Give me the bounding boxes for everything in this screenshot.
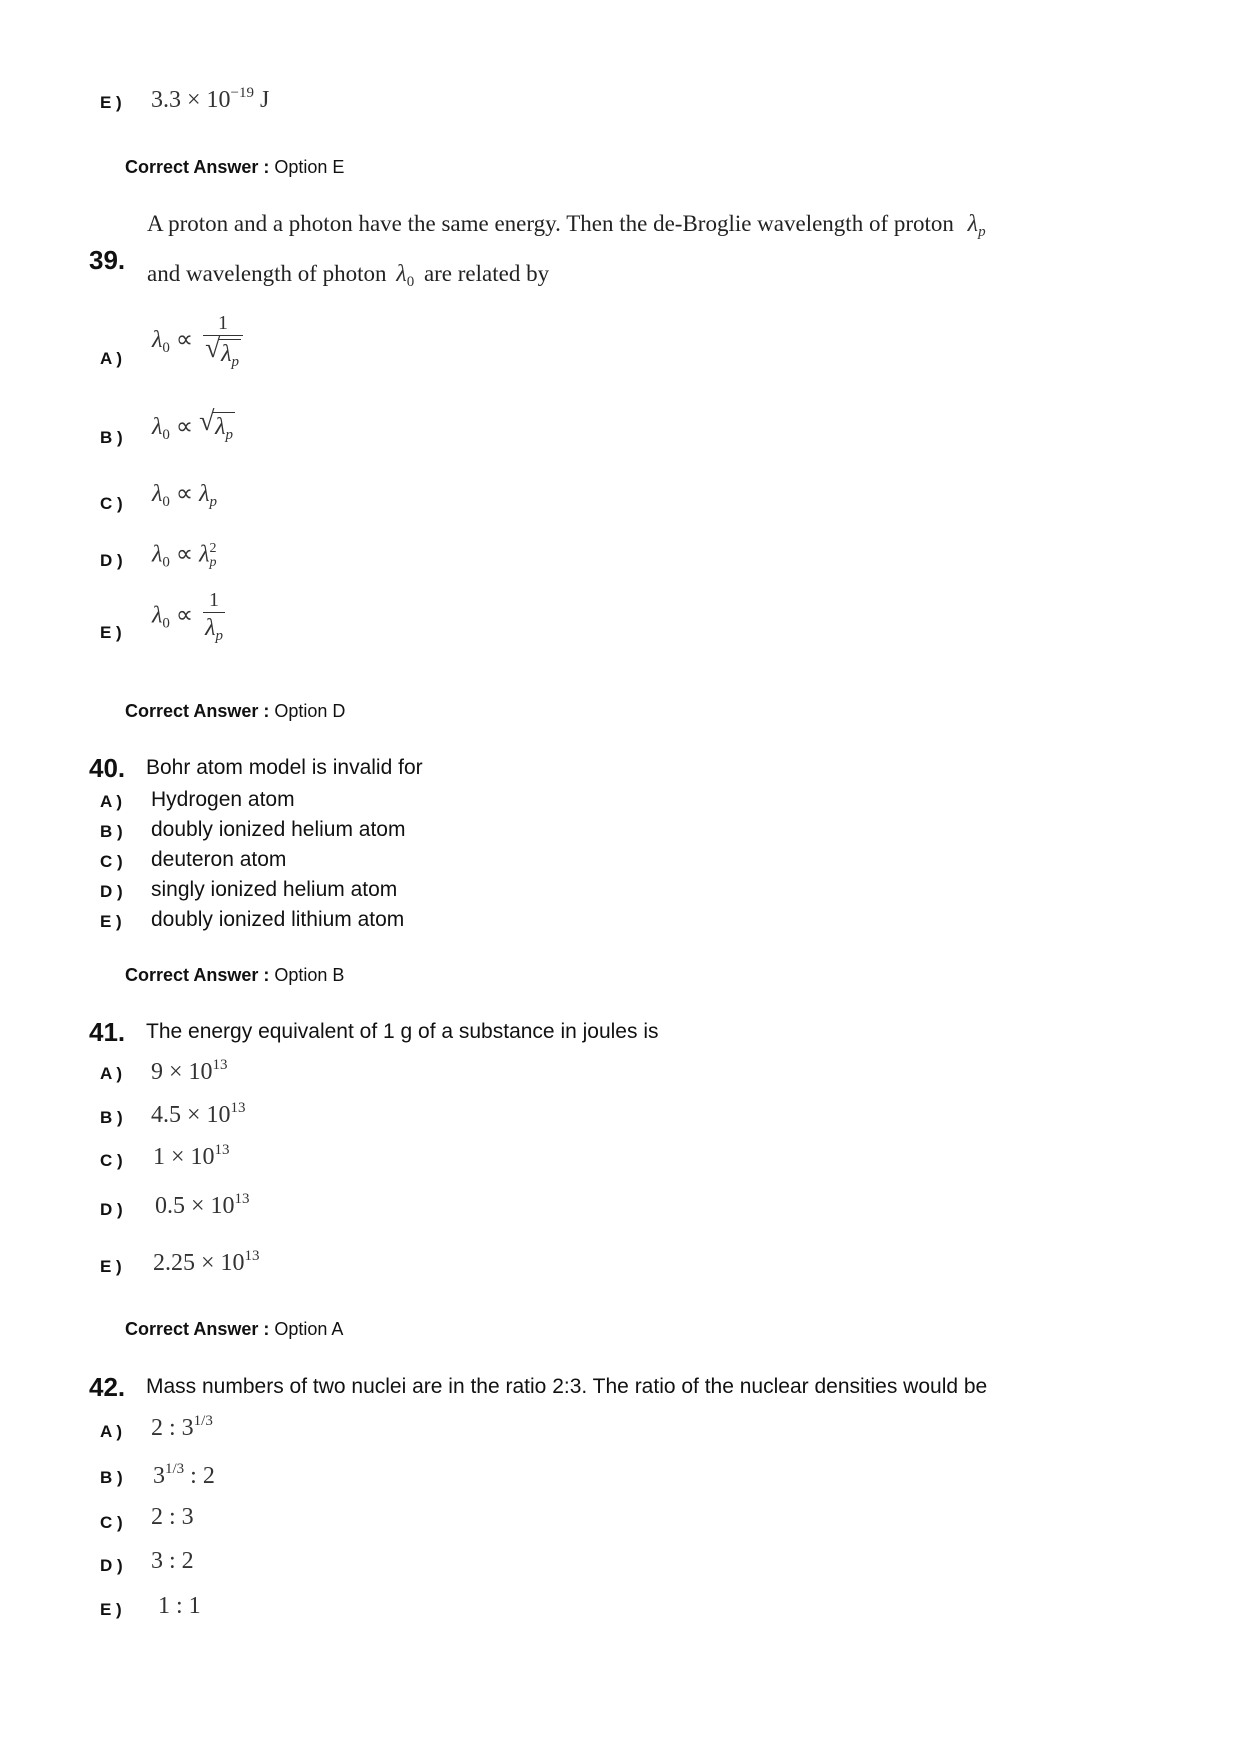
option-a-formula: $\lambda_0$ ∝ 1 √ $\lambda_p$ <box>152 313 243 370</box>
option-label-d: D ) <box>100 1556 123 1575</box>
question-number: 39. <box>89 245 126 275</box>
question-number: 41. <box>89 1017 126 1047</box>
option-c-value: 2 : 3 <box>151 1504 194 1530</box>
option-b-text: doubly ionized helium atom <box>151 818 406 841</box>
fraction: 1 √ $\lambda_p$ <box>203 313 243 370</box>
option-e-formula: $\lambda_0$ ∝ $\frac{1}{\lambda_p}$ <box>152 589 223 644</box>
subscript: p <box>978 224 986 240</box>
unit: J <box>260 87 270 113</box>
option-label-c: C ) <box>100 1513 123 1532</box>
option-label-e: E ) <box>100 1600 122 1619</box>
correct-answer-value: Option D <box>274 701 346 721</box>
option-label-d: D ) <box>100 551 123 570</box>
option-label-a: A ) <box>100 1064 123 1083</box>
option-b-value: $4.5 \times 10^{13}$ <box>151 1100 246 1128</box>
option-d-value: $0.5 \times 10^{13}$ <box>155 1191 250 1219</box>
fraction: $\frac{1}{\lambda_p}$ <box>205 589 223 644</box>
correct-answer-prefix: Correct Answer : <box>125 157 270 177</box>
question-text-line-1 <box>147 211 986 240</box>
subscript: 0 <box>406 274 415 290</box>
option-b-formula: $\lambda_0$ ∝ √ $\lambda_p$ <box>152 406 233 443</box>
correct-answer-value: Option E <box>274 157 345 177</box>
question-text: The energy equivalent of 1 g of a substance in joules is <box>146 1020 659 1043</box>
option-label-c: C ) <box>100 494 123 513</box>
question-number: 42. <box>89 1372 126 1402</box>
option-label-e: E ) <box>100 623 122 642</box>
proportional-symbol: ∝ <box>175 481 194 507</box>
mantissa: 3.3 × 10 <box>151 87 231 113</box>
option-label-e: E ) <box>100 912 122 931</box>
lambda-symbol: λ <box>396 261 407 287</box>
option-label-c: C ) <box>100 852 123 871</box>
correct-answer <box>125 1319 343 1340</box>
option-a-text: Hydrogen atom <box>151 788 295 811</box>
correct-answer-value: Option A <box>274 1319 344 1339</box>
option-label-e: E ) <box>100 93 122 112</box>
correct-answer-prefix: Correct Answer : <box>125 1319 270 1339</box>
option-label-c: C ) <box>100 1151 123 1170</box>
lambda-symbol: λ <box>967 211 979 237</box>
lambda-symbol: λ <box>152 327 163 354</box>
lambda-symbol: λ <box>152 481 163 507</box>
option-label-b: B ) <box>100 822 123 841</box>
proportional-symbol: ∝ <box>175 602 194 629</box>
option-e-value: $2.25 \times 10^{13}$ <box>153 1248 260 1276</box>
option-b-value: $3^{1/3}$ : 2 <box>153 1461 215 1489</box>
correct-answer <box>125 157 344 178</box>
option-d-formula: $\lambda_0 \propto \lambda$ 2 p <box>152 541 217 571</box>
option-c-value: $1 \times 10^{13}$ <box>153 1142 230 1170</box>
proportional-symbol: ∝ <box>175 327 194 354</box>
question-text-line-2 <box>147 261 549 290</box>
question-text: and wavelength of photon <box>147 261 387 286</box>
option-label-d: D ) <box>100 882 123 901</box>
question-text: Bohr atom model is invalid for <box>146 756 423 779</box>
proportional-symbol: ∝ <box>175 541 194 568</box>
question-text: are related by <box>423 261 550 286</box>
option-label-b: B ) <box>100 1468 123 1487</box>
correct-answer <box>125 701 345 722</box>
option-label-a: A ) <box>100 349 123 368</box>
option-c-text: deuteron atom <box>151 848 287 871</box>
option-label-a: A ) <box>100 1422 123 1441</box>
option-a-value: $9 \times 10^{13}$ <box>151 1057 228 1085</box>
option-c-formula: $\lambda_0 \propto \lambda_p$ <box>152 481 217 510</box>
option-label-a: A ) <box>100 792 123 811</box>
option-e-text: doubly ionized lithium atom <box>151 908 405 931</box>
lambda-symbol: λ <box>152 602 163 629</box>
option-d-text: singly ionized helium atom <box>151 878 398 901</box>
correct-answer-prefix: Correct Answer : <box>125 701 270 721</box>
correct-answer-prefix: Correct Answer : <box>125 965 270 985</box>
option-label-d: D ) <box>100 1200 123 1219</box>
option-label-b: B ) <box>100 1108 123 1127</box>
option-e-value: 1 : 1 <box>158 1593 201 1619</box>
correct-answer-value: Option B <box>274 965 345 985</box>
question-text: A proton and a photon have the same energy. Then the de-Broglie wavelength of proton <box>147 211 954 236</box>
option-d-value: 3 : 2 <box>151 1548 194 1574</box>
option-e-value <box>151 86 269 112</box>
proportional-symbol: ∝ <box>175 414 194 440</box>
lambda-symbol: λ <box>152 541 163 568</box>
option-a-value: 2 : $3^{1/3}$ <box>151 1413 213 1441</box>
option-label-e: E ) <box>100 1257 122 1276</box>
option-label-b: B ) <box>100 428 123 447</box>
question-text: Mass numbers of two nuclei are in the ratio 2:3. The ratio of the nuclear densities would be <box>146 1375 988 1398</box>
lambda-symbol: λ <box>152 414 163 440</box>
question-number: 40. <box>89 753 126 783</box>
exponent: −19 <box>230 85 255 101</box>
correct-answer <box>125 965 344 986</box>
